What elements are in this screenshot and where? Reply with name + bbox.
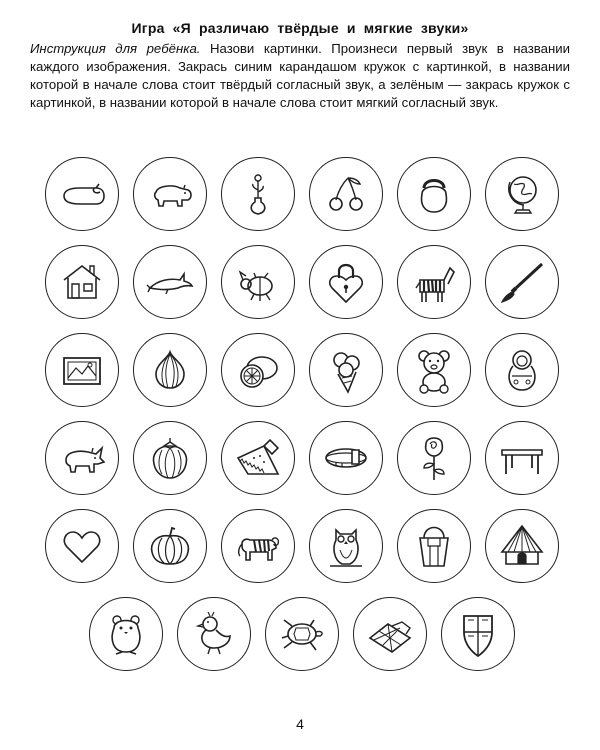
picture-circle-rhinoceros[interactable] [45,421,119,495]
eggplant-icon [58,170,106,218]
roly-poly-doll-icon [498,346,546,394]
lemon-icon [234,346,282,394]
picture-circle-belt[interactable] [309,421,383,495]
instruction-lead: Инструкция для ребёнка. [30,41,201,56]
picture-circle-saw[interactable] [221,421,295,495]
turtle-icon [278,610,326,658]
belt-icon [322,434,370,482]
picture-circle-globe[interactable] [485,157,559,231]
picture-circle-chocolate[interactable] [353,597,427,671]
picture-circle-lemon[interactable] [221,333,295,407]
picture-circle-hamster[interactable] [89,597,163,671]
picture-circle-beetle[interactable] [221,245,295,319]
picture-circle-cherries[interactable] [309,157,383,231]
cherries-icon [322,170,370,218]
zebra-icon [410,258,458,306]
pumpkin-icon [146,522,194,570]
padlock-icon [322,258,370,306]
hamster-icon [102,610,150,658]
framed-painting-icon [58,346,106,394]
table-icon [498,434,546,482]
picture-circle-tomato[interactable] [133,421,207,495]
onion-icon [146,346,194,394]
picture-circle-padlock[interactable] [309,245,383,319]
tomato-icon [146,434,194,482]
picture-circle-shield[interactable] [441,597,515,671]
picture-circle-bucket[interactable] [397,509,471,583]
kettlebell-icon [410,170,458,218]
picture-circle-turtle[interactable] [265,597,339,671]
chick-icon [190,610,238,658]
picture-circle-onion[interactable] [133,333,207,407]
picture-circle-kettlebell[interactable] [397,157,471,231]
hippo-icon [146,170,194,218]
picture-circle-painting[interactable] [45,333,119,407]
picture-circle-pumpkin[interactable] [133,509,207,583]
picture-circle-hippo[interactable] [133,157,207,231]
picture-circle-teddy-bear[interactable] [397,333,471,407]
owl-icon [322,522,370,570]
picture-circle-zebra[interactable] [397,245,471,319]
picture-circle-vase[interactable] [221,157,295,231]
heart-icon [58,522,106,570]
picture-circle-roly-poly[interactable] [485,333,559,407]
picture-circle-ice-cream[interactable] [309,333,383,407]
picture-circle-house[interactable] [45,245,119,319]
picture-circle-owl[interactable] [309,509,383,583]
bucket-icon [410,522,458,570]
saw-icon [234,434,282,482]
picture-circle-dolphin[interactable] [133,245,207,319]
picture-circle-chick[interactable] [177,597,251,671]
paintbrush-icon [498,258,546,306]
picture-circle-paintbrush[interactable] [485,245,559,319]
shield-icon [454,610,502,658]
instruction-body: Назови картинки. Произнеси первый звук в названии каждого изображения. Закрась синим карандашом кружок с картинкой, в названии которой в начале слова стоит твёрдый согласный звук, а зелёным — закрась кружок с картинкой, в названии которой в начале слова стоит мягкий согласный звук. [30,41,570,110]
picture-circle-eggplant[interactable] [45,157,119,231]
teddy-bear-icon [410,346,458,394]
chocolate-icon [366,610,414,658]
picture-circle-table[interactable] [485,421,559,495]
page-title: Игра «Я различаю твёрдые и мягкие звуки» [131,20,469,36]
rose-icon [410,434,458,482]
picture-circle-hut[interactable] [485,509,559,583]
globe-icon [498,170,546,218]
tiger-icon [234,522,282,570]
ice-cream-icon [322,346,370,394]
house-icon [58,258,106,306]
rhinoceros-icon [58,434,106,482]
picture-circle-heart[interactable] [45,509,119,583]
picture-circle-tiger[interactable] [221,509,295,583]
page-number: 4 [296,716,304,732]
vase-with-flower-icon [234,170,282,218]
dolphin-icon [146,258,194,306]
hut-icon [498,522,546,570]
picture-circle-rose[interactable] [397,421,471,495]
beetle-icon [234,258,282,306]
